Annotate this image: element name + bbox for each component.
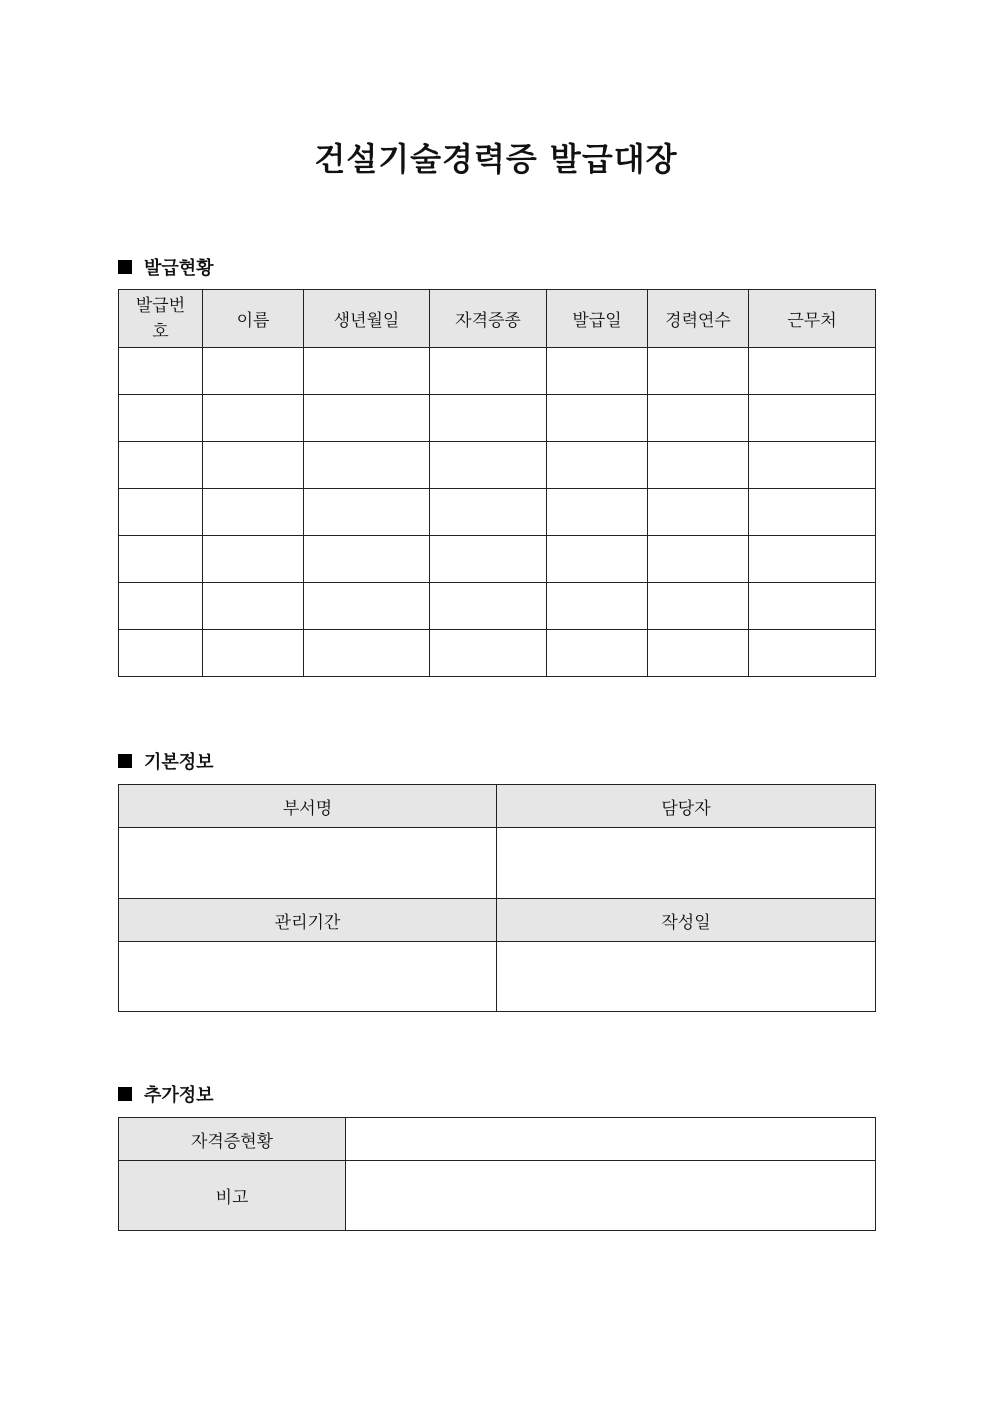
table-row — [119, 583, 876, 630]
remarks-label: 비고 — [119, 1161, 346, 1231]
col-header-issue-number: 발급번호 — [119, 290, 203, 348]
table-cell[interactable] — [119, 489, 203, 536]
basic-info-section-heading — [118, 748, 214, 774]
additional-info-table — [118, 1117, 876, 1231]
table-cell[interactable] — [547, 536, 648, 583]
col-header-workplace: 근무처 — [749, 290, 876, 348]
table-cell[interactable] — [304, 630, 430, 677]
table-cell[interactable] — [119, 630, 203, 677]
table-row — [119, 348, 876, 395]
table-cell[interactable] — [648, 395, 749, 442]
issuance-header-row — [119, 290, 876, 348]
basic-info-table — [118, 784, 876, 1012]
table-cell[interactable] — [203, 630, 304, 677]
issuance-heading-text: 발급현황 — [144, 258, 214, 279]
table-cell[interactable] — [304, 536, 430, 583]
table-cell[interactable] — [547, 583, 648, 630]
department-label: 부서명 — [119, 785, 497, 828]
management-period-label: 관리기간 — [119, 899, 497, 942]
table-row — [119, 395, 876, 442]
table-cell[interactable] — [430, 395, 547, 442]
col-header-name: 이름 — [203, 290, 304, 348]
table-cell[interactable] — [749, 536, 876, 583]
table-cell[interactable] — [749, 630, 876, 677]
table-cell[interactable] — [304, 442, 430, 489]
table-cell[interactable] — [749, 348, 876, 395]
table-cell[interactable] — [203, 583, 304, 630]
table-cell[interactable] — [749, 395, 876, 442]
table-cell[interactable] — [430, 348, 547, 395]
license-status-label: 자격증현황 — [119, 1118, 346, 1161]
license-status-field[interactable] — [346, 1118, 876, 1161]
table-cell[interactable] — [749, 489, 876, 536]
square-bullet-icon — [118, 260, 132, 274]
col-header-birthdate: 생년월일 — [304, 290, 430, 348]
table-cell[interactable] — [304, 489, 430, 536]
table-row — [119, 536, 876, 583]
table-cell[interactable] — [119, 583, 203, 630]
table-cell[interactable] — [119, 348, 203, 395]
col-header-license-type: 자격증종 — [430, 290, 547, 348]
written-date-field[interactable] — [497, 942, 876, 1012]
col-header-career-years: 경력연수 — [648, 290, 749, 348]
table-cell[interactable] — [547, 348, 648, 395]
table-cell[interactable] — [304, 395, 430, 442]
manager-field[interactable] — [497, 828, 876, 899]
issuance-table — [118, 289, 876, 677]
table-cell[interactable] — [203, 489, 304, 536]
table-cell[interactable] — [648, 489, 749, 536]
issuance-section-heading — [118, 254, 214, 280]
table-cell[interactable] — [648, 442, 749, 489]
table-cell[interactable] — [119, 536, 203, 583]
table-cell[interactable] — [119, 442, 203, 489]
table-cell[interactable] — [749, 442, 876, 489]
table-cell[interactable] — [648, 536, 749, 583]
table-cell[interactable] — [749, 583, 876, 630]
table-cell[interactable] — [203, 536, 304, 583]
manager-label: 담당자 — [497, 785, 876, 828]
table-cell[interactable] — [547, 630, 648, 677]
remarks-field[interactable] — [346, 1161, 876, 1231]
table-cell[interactable] — [648, 348, 749, 395]
table-cell[interactable] — [430, 489, 547, 536]
additional-info-section-heading — [118, 1081, 214, 1107]
document-title: 건설기술경력증 발급대장 — [314, 140, 678, 178]
additional-info-heading-text: 추가정보 — [144, 1085, 214, 1106]
table-cell[interactable] — [203, 442, 304, 489]
table-cell[interactable] — [547, 489, 648, 536]
table-cell[interactable] — [119, 395, 203, 442]
table-cell[interactable] — [648, 630, 749, 677]
table-cell[interactable] — [203, 395, 304, 442]
table-cell[interactable] — [547, 395, 648, 442]
department-field[interactable] — [119, 828, 497, 899]
square-bullet-icon — [118, 754, 132, 768]
table-cell[interactable] — [430, 583, 547, 630]
table-cell[interactable] — [430, 630, 547, 677]
table-cell[interactable] — [547, 442, 648, 489]
table-cell[interactable] — [304, 348, 430, 395]
table-row — [119, 442, 876, 489]
table-cell[interactable] — [648, 583, 749, 630]
table-cell[interactable] — [430, 536, 547, 583]
table-row — [119, 489, 876, 536]
basic-info-heading-text: 기본정보 — [144, 752, 214, 773]
table-cell[interactable] — [304, 583, 430, 630]
square-bullet-icon — [118, 1087, 132, 1101]
management-period-field[interactable] — [119, 942, 497, 1012]
table-cell[interactable] — [430, 442, 547, 489]
table-row — [119, 630, 876, 677]
col-header-issue-date: 발급일 — [547, 290, 648, 348]
table-cell[interactable] — [203, 348, 304, 395]
written-date-label: 작성일 — [497, 899, 876, 942]
